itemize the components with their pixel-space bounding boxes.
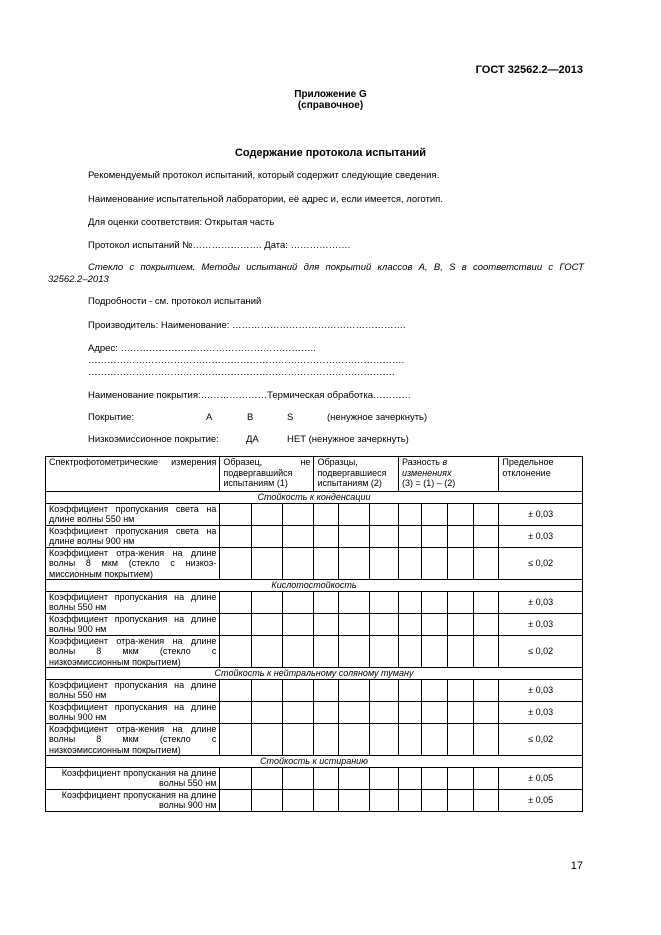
section-title: Стойкость к конденсации xyxy=(46,492,583,504)
value-cell[interactable] xyxy=(220,503,252,525)
value-cell[interactable] xyxy=(447,789,473,811)
value-cell[interactable] xyxy=(314,547,338,580)
measurement-label: Коэффициент пропускания на длине волны 900 нм xyxy=(46,613,220,635)
tolerance-cell: ± 0,03 xyxy=(499,701,583,723)
section-title: Стойкость к истиранию xyxy=(46,756,583,768)
table-row xyxy=(46,723,583,756)
value-cell[interactable] xyxy=(338,767,370,789)
low-e-label: Низкоэмиссионное покрытие: xyxy=(88,434,219,445)
value-cell[interactable] xyxy=(282,613,314,635)
value-cell[interactable] xyxy=(422,591,447,613)
document-heading: Содержание протокола испытаний xyxy=(234,147,427,159)
value-cell[interactable] xyxy=(398,723,421,756)
lab-line: Наименование испытательной лаборатории, её адрес и, если имеется, логотип. xyxy=(88,194,443,205)
value-cell[interactable] xyxy=(422,723,447,756)
coating-name-line: Наименование покрытия:…………………Термическая обработка………… xyxy=(88,390,412,401)
value-cell[interactable] xyxy=(422,613,447,635)
value-cell[interactable] xyxy=(370,723,399,756)
value-cell[interactable] xyxy=(447,701,473,723)
value-cell[interactable] xyxy=(220,635,252,668)
value-cell[interactable] xyxy=(370,613,399,635)
test-method-note xyxy=(48,262,584,286)
tolerance-cell: ± 0,03 xyxy=(499,679,583,701)
value-cell[interactable] xyxy=(447,723,473,756)
table-row xyxy=(46,789,583,811)
value-cell[interactable] xyxy=(252,679,283,701)
value-cell[interactable] xyxy=(447,635,473,668)
value-cell[interactable] xyxy=(220,525,252,547)
tolerance-cell: ± 0,03 xyxy=(499,613,583,635)
value-cell[interactable] xyxy=(252,723,283,756)
value-cell[interactable] xyxy=(398,635,421,668)
value-cell[interactable] xyxy=(338,591,370,613)
value-cell[interactable] xyxy=(314,503,338,525)
value-cell[interactable] xyxy=(282,767,314,789)
value-cell[interactable] xyxy=(422,503,447,525)
value-cell[interactable] xyxy=(220,767,252,789)
measurement-label: Коэффициент пропускания на длине волны 900 нм xyxy=(46,701,220,723)
tolerance-cell: ± 0,03 xyxy=(499,525,583,547)
value-cell[interactable] xyxy=(338,679,370,701)
value-cell[interactable] xyxy=(422,525,447,547)
section-row xyxy=(46,580,583,592)
low-e-no[interactable]: НЕТ (ненужное зачеркнуть) xyxy=(287,434,409,445)
value-cell[interactable] xyxy=(252,635,283,668)
value-cell[interactable] xyxy=(447,503,473,525)
table-row xyxy=(46,767,583,789)
tolerance-cell: ≤ 0,02 xyxy=(499,635,583,668)
value-cell[interactable] xyxy=(282,525,314,547)
page-number: 17 xyxy=(570,860,583,872)
value-cell[interactable] xyxy=(338,635,370,668)
measurement-label: Коэффициент пропускания света на длине волны 550 нм xyxy=(46,503,220,525)
measurement-label: Коэффициент пропускания на длине волны 550 нм xyxy=(46,591,220,613)
value-cell[interactable] xyxy=(282,547,314,580)
value-cell[interactable] xyxy=(314,789,338,811)
value-cell[interactable] xyxy=(422,547,447,580)
value-cell[interactable] xyxy=(370,547,399,580)
value-cell[interactable] xyxy=(447,767,473,789)
details-line: Подробности - см. протокол испытаний xyxy=(88,296,262,307)
measurement-label: Коэффициент отра-жения на длине волны 8 мкм (стекло с низкоэ-миссионным покрытием) xyxy=(46,547,220,580)
value-cell[interactable] xyxy=(282,701,314,723)
value-cell[interactable] xyxy=(398,591,421,613)
value-cell[interactable] xyxy=(474,701,499,723)
value-cell[interactable] xyxy=(338,723,370,756)
measurement-label: Коэффициент пропускания света на длине волны 900 нм xyxy=(46,525,220,547)
table-row xyxy=(46,591,583,613)
address-line: Адрес: …………………………………………………….. xyxy=(88,343,316,354)
value-cell[interactable] xyxy=(398,503,421,525)
value-cell[interactable] xyxy=(474,547,499,580)
value-cell[interactable] xyxy=(398,701,421,723)
value-cell[interactable] xyxy=(422,679,447,701)
value-cell[interactable] xyxy=(252,613,283,635)
value-cell[interactable] xyxy=(474,767,499,789)
value-cell[interactable] xyxy=(314,591,338,613)
value-cell[interactable] xyxy=(220,679,252,701)
test-method-note-line-1: Стекло с покрытием. Методы испытаний для покрытий классов A, B, S в соответствии с ГОСТ xyxy=(88,262,584,273)
manufacturer-line: Производитель: Наименование: ………………………………………………. xyxy=(88,320,406,331)
header-tolerance: Предельное отклонение xyxy=(499,457,583,492)
table-row xyxy=(46,701,583,723)
results-table xyxy=(45,456,583,812)
value-cell[interactable] xyxy=(370,701,399,723)
value-cell[interactable] xyxy=(314,767,338,789)
value-cell[interactable] xyxy=(252,547,283,580)
value-cell[interactable] xyxy=(314,635,338,668)
value-cell[interactable] xyxy=(422,635,447,668)
value-cell[interactable] xyxy=(220,789,252,811)
value-cell[interactable] xyxy=(282,679,314,701)
conformity-line: Для оценки соответствия: Открытая часть xyxy=(88,217,275,228)
header-measurement: Спектрофотометрические измерения xyxy=(46,457,220,492)
tolerance-cell: ± 0,05 xyxy=(499,767,583,789)
tolerance-cell: ± 0,03 xyxy=(499,591,583,613)
value-cell[interactable] xyxy=(474,723,499,756)
value-cell[interactable] xyxy=(282,723,314,756)
value-cell[interactable] xyxy=(220,701,252,723)
table-header-row xyxy=(46,457,583,492)
section-row xyxy=(46,668,583,680)
value-cell[interactable] xyxy=(252,701,283,723)
value-cell[interactable] xyxy=(220,613,252,635)
value-cell[interactable] xyxy=(447,547,473,580)
low-e-row xyxy=(88,434,488,447)
value-cell[interactable] xyxy=(220,591,252,613)
value-cell[interactable] xyxy=(314,613,338,635)
section-title: Кислотостойкость xyxy=(46,580,583,592)
table-row xyxy=(46,613,583,635)
value-cell[interactable] xyxy=(252,767,283,789)
value-cell[interactable] xyxy=(370,789,399,811)
value-cell[interactable] xyxy=(252,503,283,525)
test-method-note-line-2: 32562.2–2013 xyxy=(48,274,109,285)
appendix-title: Приложение G xyxy=(294,89,367,100)
value-cell[interactable] xyxy=(474,525,499,547)
value-cell[interactable] xyxy=(474,613,499,635)
address-dots-2: ……………………………………………………………………………………. xyxy=(88,367,395,378)
value-cell[interactable] xyxy=(474,503,499,525)
value-cell[interactable] xyxy=(474,789,499,811)
value-cell[interactable] xyxy=(398,789,421,811)
table-row xyxy=(46,547,583,580)
coating-option-s[interactable]: S xyxy=(287,412,294,423)
section-title: Стойкость к нейтральному соляному туману xyxy=(46,668,583,680)
value-cell[interactable] xyxy=(398,525,421,547)
value-cell[interactable] xyxy=(282,591,314,613)
value-cell[interactable] xyxy=(314,525,338,547)
tolerance-cell: ≤ 0,02 xyxy=(499,723,583,756)
header-tested-samples: Образцы, подвергавшиеся испытаниям (2) xyxy=(314,457,399,492)
table-row xyxy=(46,503,583,525)
value-cell[interactable] xyxy=(398,679,421,701)
value-cell[interactable] xyxy=(338,547,370,580)
value-cell[interactable] xyxy=(314,679,338,701)
value-cell[interactable] xyxy=(474,591,499,613)
value-cell[interactable] xyxy=(282,503,314,525)
low-e-yes[interactable]: ДА xyxy=(246,434,259,445)
standard-number: ГОСТ 32562.2—2013 xyxy=(475,64,583,76)
value-cell[interactable] xyxy=(252,591,283,613)
value-cell[interactable] xyxy=(474,635,499,668)
value-cell[interactable] xyxy=(252,789,283,811)
coating-note: (ненужное зачеркнуть) xyxy=(327,412,428,423)
value-cell[interactable] xyxy=(370,503,399,525)
value-cell[interactable] xyxy=(370,591,399,613)
coating-option-b[interactable]: B xyxy=(247,412,254,423)
value-cell[interactable] xyxy=(447,679,473,701)
intro-line: Рекомендуемый протокол испытаний, который содержит следующие сведения. xyxy=(88,170,440,181)
measurement-label: Коэффициент пропускания на длине волны 900 нм xyxy=(46,789,220,811)
measurement-label: Коэффициент отра-жения на длине волны 8 мкм (стекло с низкоэмиссионным покрытием) xyxy=(46,723,220,756)
value-cell[interactable] xyxy=(447,525,473,547)
value-cell[interactable] xyxy=(314,701,338,723)
section-row xyxy=(46,492,583,504)
value-cell[interactable] xyxy=(338,503,370,525)
value-cell[interactable] xyxy=(398,547,421,580)
tolerance-cell: ± 0,05 xyxy=(499,789,583,811)
value-cell[interactable] xyxy=(474,679,499,701)
tolerance-cell: ± 0,03 xyxy=(499,503,583,525)
protocol-line: Протокол испытаний №…………………. Дата: ………………. xyxy=(88,240,351,251)
value-cell[interactable] xyxy=(252,525,283,547)
value-cell[interactable] xyxy=(370,767,399,789)
table-row xyxy=(46,679,583,701)
table-row xyxy=(46,635,583,668)
header-untested-sample: Образец, не подвергавшийся испытаниям (1) xyxy=(220,457,314,492)
appendix-heading xyxy=(0,89,661,111)
value-cell[interactable] xyxy=(370,635,399,668)
value-cell[interactable] xyxy=(398,767,421,789)
value-cell[interactable] xyxy=(370,679,399,701)
header-difference: Разность в изменениях (3) = (1) – (2) xyxy=(398,457,498,492)
coating-label: Покрытие: xyxy=(88,412,134,423)
measurement-label: Коэффициент пропускания на длине волны 550 нм xyxy=(46,767,220,789)
value-cell[interactable] xyxy=(370,525,399,547)
value-cell[interactable] xyxy=(447,613,473,635)
value-cell[interactable] xyxy=(314,723,338,756)
value-cell[interactable] xyxy=(220,723,252,756)
value-cell[interactable] xyxy=(282,789,314,811)
measurement-label: Коэффициент отра-жения на длине волны 8 мкм (стекло с низкоэмиссионным покрытием) xyxy=(46,635,220,668)
value-cell[interactable] xyxy=(338,613,370,635)
value-cell[interactable] xyxy=(422,789,447,811)
section-row xyxy=(46,756,583,768)
coating-option-a[interactable]: A xyxy=(206,412,213,423)
value-cell[interactable] xyxy=(220,547,252,580)
appendix-subtitle: (справочное) xyxy=(297,100,364,111)
value-cell[interactable] xyxy=(338,789,370,811)
value-cell[interactable] xyxy=(447,591,473,613)
value-cell[interactable] xyxy=(422,701,447,723)
value-cell[interactable] xyxy=(282,635,314,668)
table-row xyxy=(46,525,583,547)
value-cell[interactable] xyxy=(422,767,447,789)
coating-row xyxy=(88,412,488,425)
value-cell[interactable] xyxy=(398,613,421,635)
address-dots-1: ………………………………………………………………………………………. xyxy=(88,355,405,366)
measurement-label: Коэффициент пропускания на длине волны 550 нм xyxy=(46,679,220,701)
tolerance-cell: ≤ 0,02 xyxy=(499,547,583,580)
value-cell[interactable] xyxy=(338,701,370,723)
value-cell[interactable] xyxy=(338,525,370,547)
